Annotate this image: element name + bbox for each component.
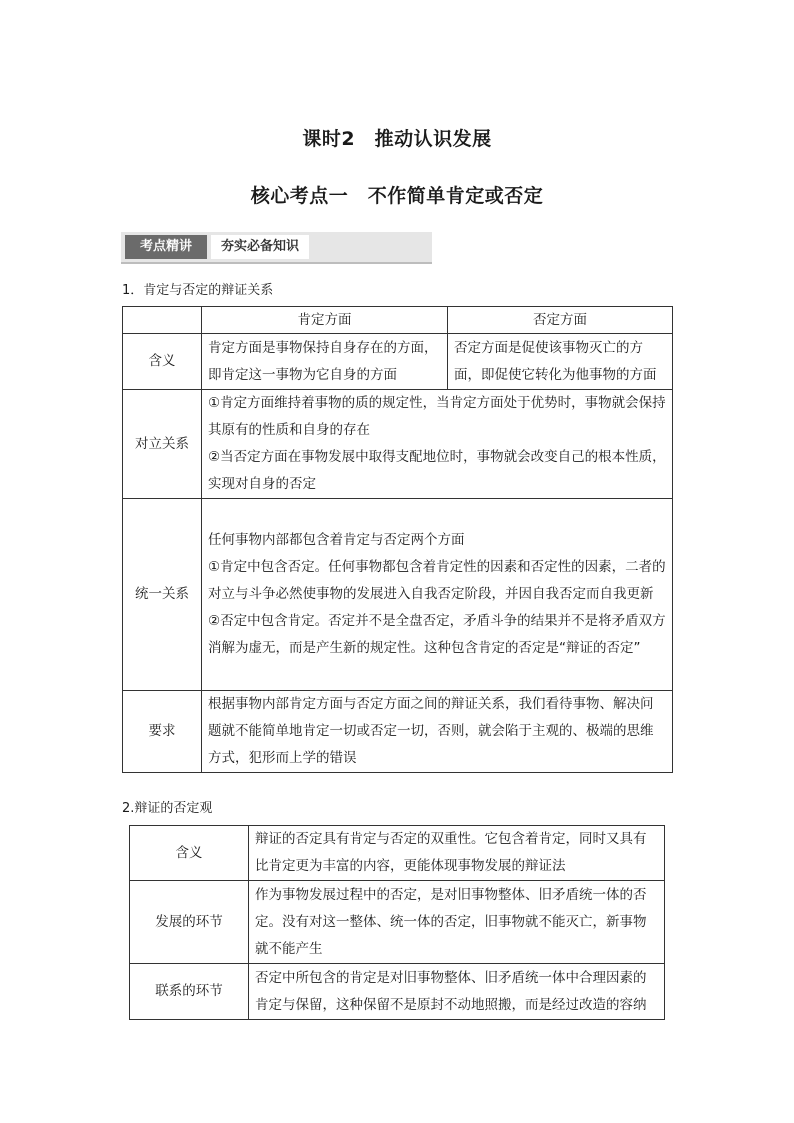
cell-negate-meaning: 否定方面是促使该事物灭亡的方面，即促使它转化为他事物的方面 (448, 334, 673, 390)
row-label-connection: 联系的环节 (130, 964, 249, 1020)
header-blank (123, 307, 202, 334)
dialectical-negation-table (129, 825, 665, 1020)
row-label-requirement: 要求 (123, 691, 202, 773)
banner-subtitle: 夯实必备知识 (211, 235, 309, 259)
opposition-point-1: ①肯定方面维持着事物的质的规定性，当肯定方面处于优势时，事物就会保持其原有的性质和自身的存在 (208, 395, 666, 438)
header-negate: 否定方面 (448, 307, 673, 334)
table-row (130, 964, 665, 1020)
unity-point-2: ②否定中包含肯定。否定并不是全盘否定，矛盾斗争的结果并不是将矛盾双方消解为虚无，而是产生新的规定性。这种包含肯定的否定是“辩证的否定” (208, 613, 666, 656)
cell-requirement: 根据事物内部肯定方面与否定方面之间的辩证关系，我们看待事物、解决问题就不能简单地肯定一切或否定一切，否则，就会陷于主观的、极端的思维方式，犯形而上学的错误 (202, 691, 673, 773)
table-row (130, 826, 665, 881)
row-label-development: 发展的环节 (130, 881, 249, 964)
cell-development: 作为事物发展过程中的否定，是对旧事物整体、旧矛盾统一体的否定。没有对这一整体、统一体的否定，旧事物就不能灭亡，新事物就不能产生 (249, 881, 665, 964)
banner-tag: 考点精讲 (125, 235, 207, 259)
unity-intro: 任何事物内部都包含着肯定与否定两个方面 (208, 532, 465, 548)
table-row (123, 390, 673, 499)
table-row (130, 881, 665, 964)
cell-opposition (202, 390, 673, 499)
section-banner (121, 232, 432, 264)
opposition-point-2: ②当否定方面在事物发展中取得支配地位时，事物就会改变自己的根本性质，实现对自身的否定 (208, 449, 666, 492)
cell-connection: 否定中所包含的肯定是对旧事物整体、旧矛盾统一体中合理因素的肯定与保留，这种保留不是原封不动地照搬，而是经过改造的容纳 (249, 964, 665, 1020)
row-label-opposition: 对立关系 (123, 390, 202, 499)
table-header-row (123, 307, 673, 334)
header-affirm: 肯定方面 (202, 307, 448, 334)
section-title: 核心考点一 不作简单肯定或否定 (250, 185, 544, 207)
table-row (123, 691, 673, 773)
heading-dialectical-relation: 1．肯定与否定的辩证关系 (122, 283, 274, 298)
table-row (123, 499, 673, 691)
cell-affirm-meaning: 肯定方面是事物保持自身存在的方面，即肯定这一事物为它自身的方面 (202, 334, 448, 390)
heading-dialectical-negation: 2.辩证的否定观 (122, 801, 213, 816)
unity-point-1: ①肯定中包含否定。任何事物都包含着肯定性的因素和否定性的因素，二者的对立与斗争必然使事物的发展进入自我否定阶段，并因自我否定而自我更新 (208, 559, 666, 602)
table-row (123, 334, 673, 390)
row-label-meaning: 含义 (123, 334, 202, 390)
cell-unity (202, 499, 673, 691)
cell-meaning: 辩证的否定具有肯定与否定的双重性。它包含着肯定，同时又具有比肯定更为丰富的内容，更能体现事物发展的辩证法 (249, 826, 665, 881)
page-title: 课时2 推动认识发展 (302, 128, 492, 150)
row-label-unity: 统一关系 (123, 499, 202, 691)
row-label-meaning: 含义 (130, 826, 249, 881)
dialectical-relation-table (122, 306, 673, 773)
